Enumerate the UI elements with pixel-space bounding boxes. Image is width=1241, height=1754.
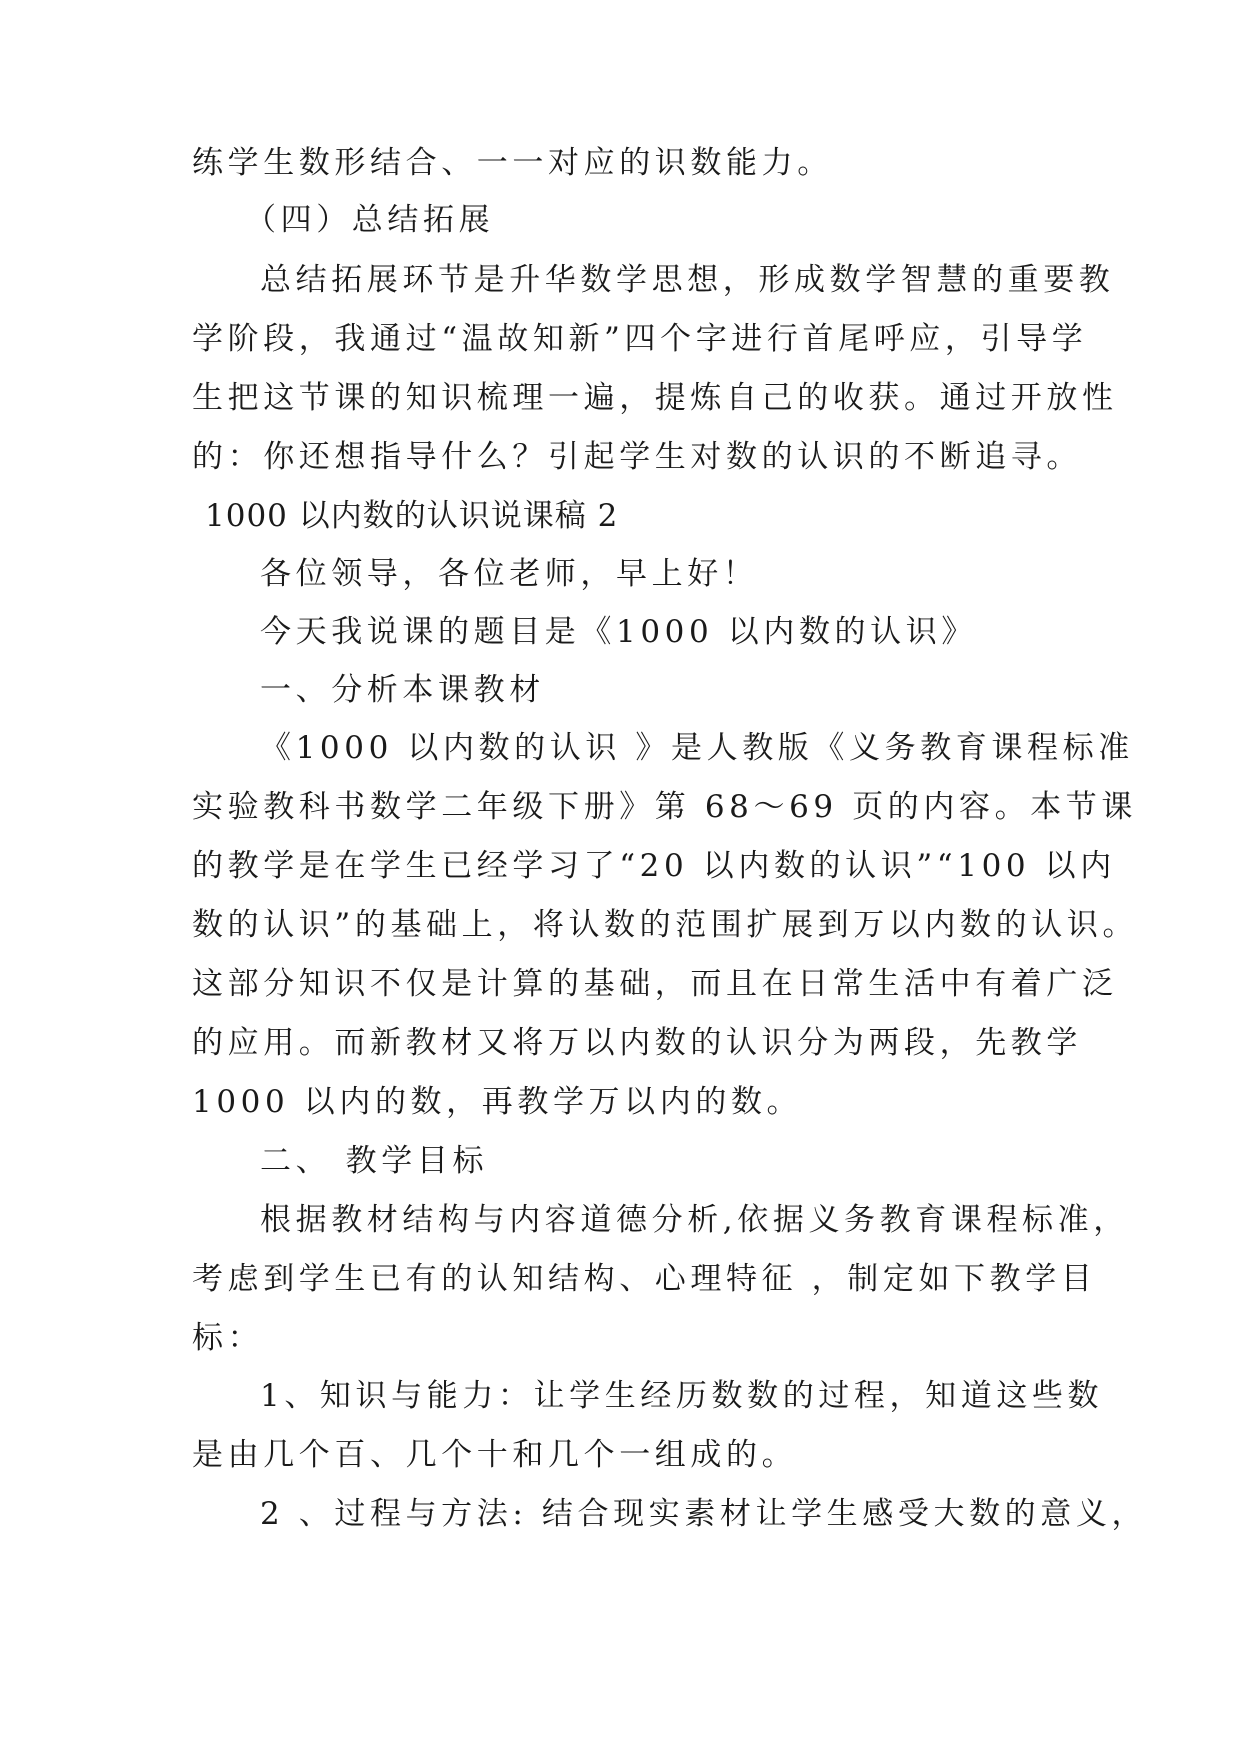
text-line: 的：你还想指导什么？引起学生对数的认识的不断追寻。 [192, 439, 1082, 475]
text-line: 一、分析本课教材 [260, 672, 545, 708]
text-line: 根据教材结构与内容道德分析,依据义务教育课程标准， [260, 1202, 1129, 1238]
text-line: 标： [192, 1320, 264, 1356]
text-line: 2 、过程与方法: 结合现实素材让学生感受大数的意义， [260, 1496, 1148, 1532]
text-line: 考虑到学生已有的认知结构、心理特征 ，制定如下教学目 [192, 1261, 1097, 1297]
text-line: 总结拓展环节是升华数学思想，形成数学智慧的重要教 [260, 262, 1115, 298]
text-line: 的应用。而新教材又将万以内数的认识分为两段，先教学 [192, 1025, 1082, 1061]
text-line: 各位领导，各位老师，早上好！ [260, 556, 759, 592]
text-line: （四）总结拓展 [245, 202, 495, 238]
text-line: 二、 教学目标 [260, 1143, 489, 1179]
text-line: 练学生数形结合、一一对应的识数能力。 [192, 145, 833, 181]
section-heading: 1000 以内数的认识说课稿 2 [205, 498, 619, 534]
text-line: 是由几个百、几个十和几个一组成的。 [192, 1437, 798, 1473]
text-line: 1000 以内的数，再教学万以内的数。 [192, 1084, 803, 1120]
text-line: 《1000 以内数的认识 》是人教版《义务教育课程标准 [260, 730, 1134, 766]
text-line: 实验教科书数学二年级下册》第 68～69 页的内容。本节课 [192, 789, 1137, 825]
text-line: 这部分知识不仅是计算的基础，而且在日常生活中有着广泛 [192, 966, 1118, 1002]
text-line: 学阶段，我通过“温故知新”四个字进行首尾呼应，引导学 [192, 321, 1088, 357]
text-line: 今天我说课的题目是《1000 以内数的认识》 [260, 614, 977, 650]
text-line: 1、知识与能力：让学生经历数数的过程，知道这些数 [260, 1378, 1104, 1414]
text-line: 数的认识”的基础上，将认数的范围扩展到万以内数的认识。 [192, 907, 1139, 943]
text-line: 的教学是在学生已经学习了“20 以内数的认识”“100 以内 [192, 848, 1116, 884]
text-line: 生把这节课的知识梳理一遍，提炼自己的收获。通过开放性 [192, 380, 1118, 416]
